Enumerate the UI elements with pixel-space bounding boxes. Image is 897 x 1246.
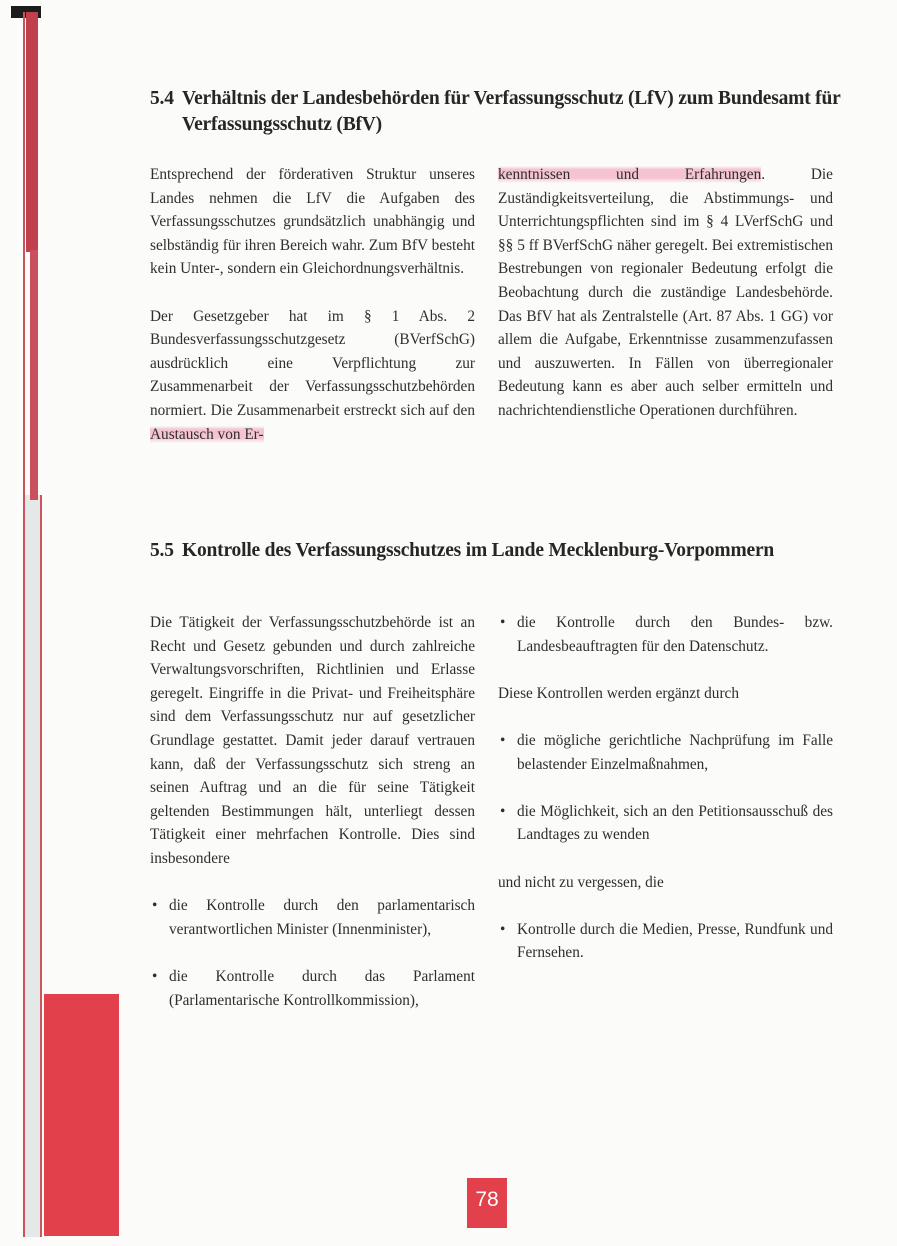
section-5-4-left-column	[150, 163, 475, 446]
section-5-4-heading	[150, 86, 850, 138]
paragraph-text: . Die Zuständigkeitsverteilung, die Abstimmungs- und Unterrichtungspflichten sind im § 4 LVerfSchG und §§ 5 ff BVerfSchG näher geregelt. Bei extremistischen Bestrebungen von regionaler Bedeutung erfolgt die Beobachtung durch die zuständige Landesbehörde. Das BfV hat als Zentralstelle (Art. 87 Abs. 1 GG) vor allem die Aufgabe, Erkenntnisse zusammenzufassen und auszuwerten. In Fällen von überregionaler Bedeutung kann es aber auch selber ermitteln und nachrichtendienstliche Operationen durchführen.	[498, 166, 833, 419]
paragraph: und nicht zu vergessen, die	[498, 873, 664, 891]
bullet-item: • die Möglichkeit, sich an den Petitionsausschuß des Landtages zu wenden	[498, 800, 833, 847]
section-title: Kontrolle des Verfassungsschutzes im Lande Mecklenburg-Vorpommern	[182, 540, 775, 561]
paragraph: Diese Kontrollen werden ergänzt durch	[498, 684, 739, 702]
bullet-item: • Kontrolle durch die Medien, Presse, Rundfunk und Fernsehen.	[498, 918, 833, 965]
edge-red-bar	[30, 250, 38, 500]
paragraph	[150, 305, 475, 447]
paragraph: Entsprechend der förderativen Struktur unseres Landes nehmen die LfV die Aufgaben des Verfassungsschutzes grundsätzlich unabhängig und selbständig für ihren Bereich wahr. Zum BfV besteht kein Unter-, sondern ein Gleichordnungsverhältnis.	[150, 166, 475, 278]
section-number: 5.5	[150, 540, 174, 561]
highlighted-text: Austausch von Er-	[150, 425, 264, 443]
paragraph-text: Der Gesetzgeber hat im § 1 Abs. 2 Bundesverfassungsschutzgesetz (BVerfSchG) ausdrücklich eine Verpflichtung zur Zusammenarbeit der Verfassungsschutzbehörden normiert. Die Zusammenarbeit erstreckt sich auf den	[150, 307, 475, 419]
section-number: 5.4	[150, 88, 174, 109]
section-5-5-left-column	[150, 611, 475, 1012]
bullet-item: • die Kontrolle durch den parlamentarisch verantwortlichen Minister (Innenminister),	[150, 894, 475, 941]
page-number: 78	[467, 1178, 507, 1228]
bullet-item: • die mögliche gerichtliche Nachprüfung im Falle belastender Einzelmaßnahmen,	[498, 729, 833, 776]
section-5-4-right-column	[498, 163, 833, 423]
section-title-line2: Verfassungsschutz (BfV)	[182, 114, 382, 135]
edge-red-line-inner	[40, 495, 42, 1237]
paragraph	[498, 163, 833, 423]
paragraph: Die Tätigkeit der Verfassungsschutzbehörde ist an Recht und Gesetz gebunden und durch zahlreiche Verwaltungsvorschriften, Richtlinien und Erlasse geregelt. Eingriffe in die Privat- und Freiheitsphäre sind dem Verfassungsschutz nur auf gesetzlicher Grundlage gestattet. Damit jeder darauf vertrauen kann, daß der Verfassungsschutz sich streng an seinen Auftrag und an die für seine Tätigkeit geltenden Bestimmungen hält, unterliegt dessen Tätigkeit einer mehrfachen Kontrolle. Dies sind insbesondere	[150, 614, 475, 867]
highlighted-text: kenntnissen und Erfahrungen	[498, 166, 762, 183]
bullet-item: • die Kontrolle durch das Parlament (Parlamentarische Kontrollkommission),	[150, 965, 475, 1012]
bullet-item: • die Kontrolle durch den Bundes- bzw. Landesbeauftragten für den Datenschutz.	[498, 611, 833, 658]
section-5-5-right-column	[498, 611, 833, 965]
edge-pale-strip	[25, 495, 40, 1237]
section-5-5-heading	[150, 538, 850, 564]
red-margin-block	[44, 994, 119, 1236]
edge-red-bar-thick	[26, 12, 38, 252]
section-title-line1: Verhältnis der Landesbehörden für Verfassungsschutz (LfV) zum Bundesamt für	[182, 88, 841, 109]
